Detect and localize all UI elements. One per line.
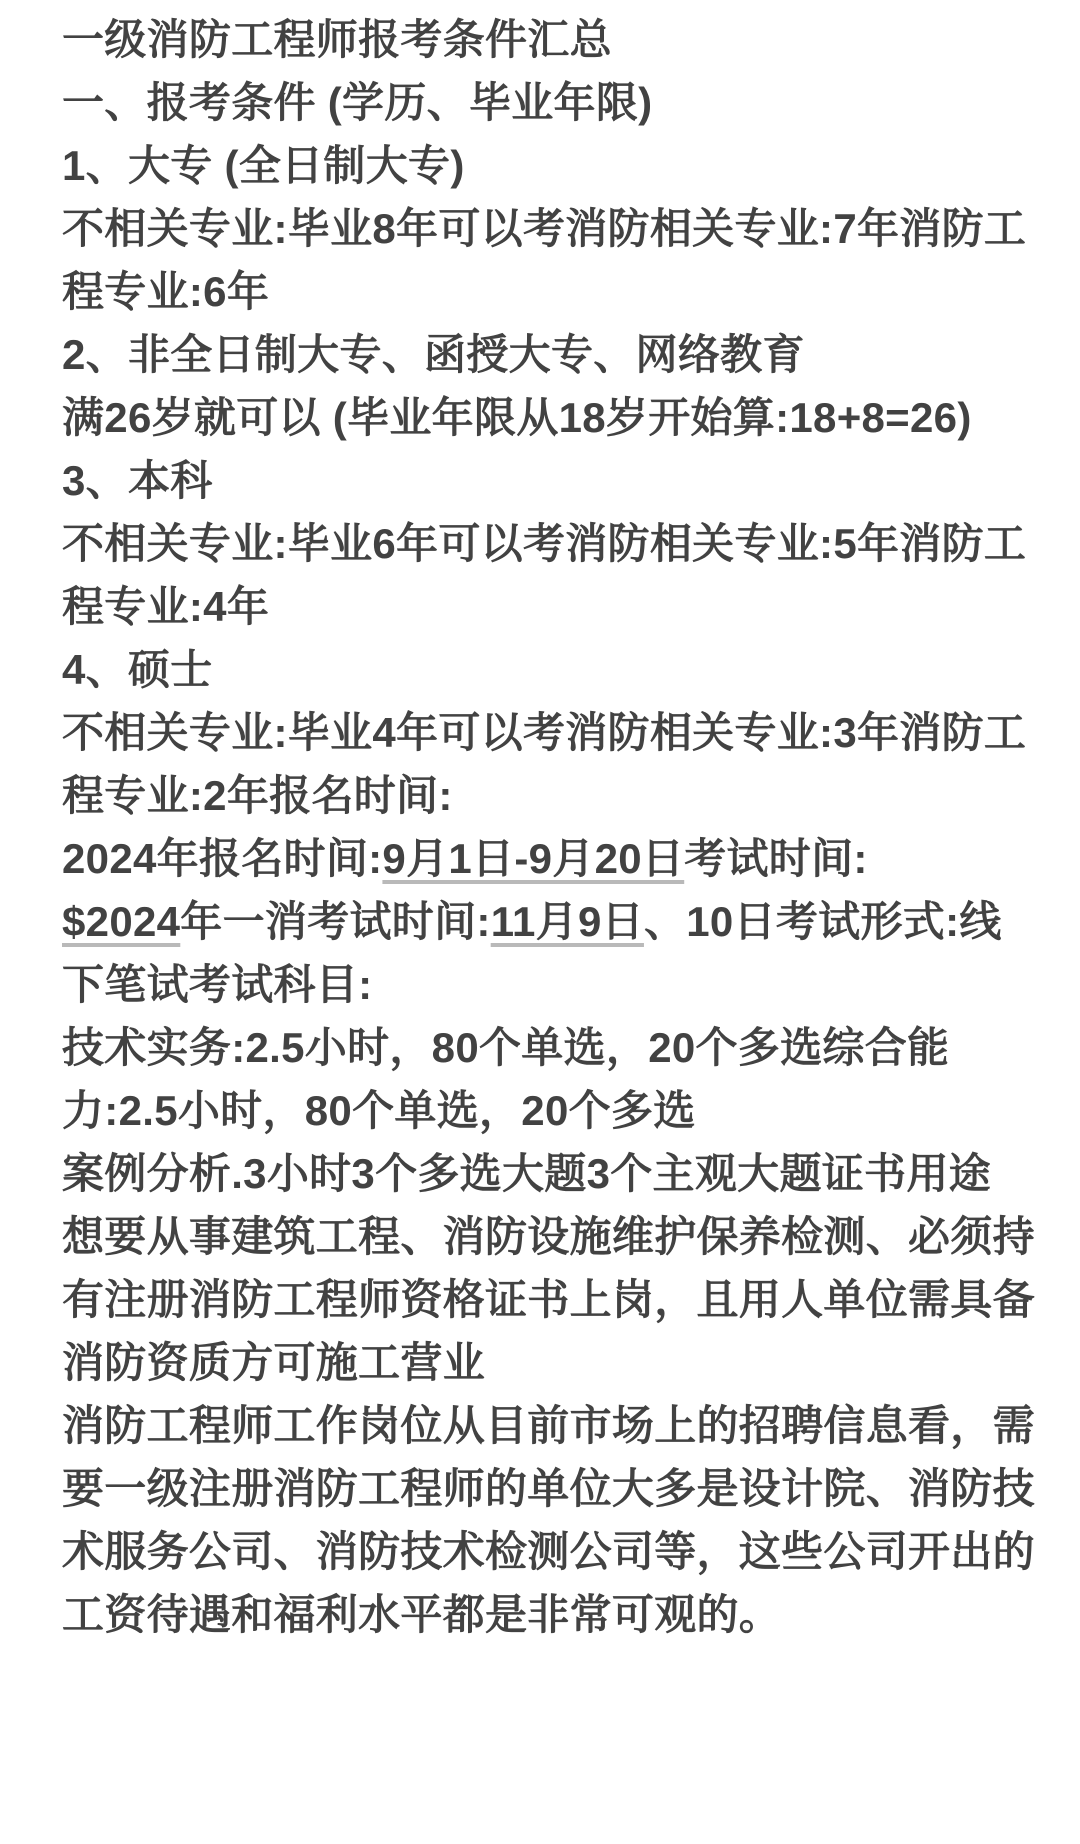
text-run: 年一消考试时间: [180, 898, 491, 945]
text-run: 程专业:4年 [62, 583, 270, 630]
text-line [62, 1394, 1035, 1457]
text-run: 2024年报名时间: [62, 835, 383, 882]
text-line [62, 197, 1027, 260]
text-run: 、10日考试形式:线 [643, 898, 1002, 945]
text-line [62, 953, 1022, 1016]
text-line [62, 512, 1027, 575]
text-run: 要一级注册消防工程师的单位大多是设计院、消防技 [62, 1465, 1035, 1512]
text-run: 技术实务:2.5小时，80个单选，20个多选综合能 [62, 1024, 950, 1071]
text-line [62, 1268, 1035, 1331]
underlined-text: 9月1日-9月20日 [382, 835, 685, 882]
text-run: 不相关专业:毕业6年可以考消防相关专业:5年消防工 [62, 520, 1027, 567]
text-line [62, 1016, 1022, 1079]
text-run: 一级消防工程师报考条件汇总 [62, 16, 612, 63]
text-line [62, 134, 1022, 197]
text-line [62, 827, 1022, 890]
text-run: 考试时间: [684, 835, 868, 882]
text-run: 1、大专 (全日制大专) [62, 142, 465, 189]
text-run: 满26岁就可以 (毕业年限从18岁开始算:18+8=26) [62, 394, 972, 441]
text-run: 4、硕士 [62, 646, 213, 693]
text-run: 工资待遇和福利水平都是非常可观的。 [62, 1591, 782, 1638]
text-line [62, 701, 1027, 764]
text-line [62, 1205, 1035, 1268]
text-run: 3、本科 [62, 457, 213, 504]
text-line [62, 449, 1022, 512]
text-line [62, 1583, 1022, 1646]
text-run: 力:2.5小时，80个单选，20个多选 [62, 1087, 696, 1134]
text-line [62, 1457, 1035, 1520]
text-run: 不相关专业:毕业4年可以考消防相关专业:3年消防工 [62, 709, 1027, 756]
text-line [62, 1520, 1035, 1583]
text-run: 消防资质方可施工营业 [62, 1339, 486, 1386]
text-line [62, 638, 1022, 701]
text-run: 不相关专业:毕业8年可以考消防相关专业:7年消防工 [62, 205, 1027, 252]
text-run: 程专业:6年 [62, 268, 270, 315]
text-line [62, 323, 1022, 386]
text-run: 2、非全日制大专、函授大专、网络教育 [62, 331, 805, 378]
text-line [62, 1142, 1022, 1205]
text-run: 程专业:2年报名时间: [62, 772, 453, 819]
underlined-text: 11月9日 [490, 898, 644, 945]
text-line [62, 1331, 1022, 1394]
text-run: 一、报考条件 (学历、毕业年限) [62, 79, 653, 126]
text-line [62, 260, 1022, 323]
text-run: 下笔试考试科目: [62, 961, 373, 1008]
text-line [62, 890, 1022, 953]
text-line [62, 386, 1022, 449]
text-line [62, 575, 1022, 638]
text-run: 案例分析.3小时3个多选大题3个主观大题证书用途 [62, 1150, 991, 1197]
document-body [62, 8, 1035, 1646]
text-line [62, 71, 1022, 134]
text-line [62, 764, 1022, 827]
text-run: 想要从事建筑工程、消防设施维护保养检测、必须持 [62, 1213, 1035, 1260]
text-run: 有注册消防工程师资格证书上岗，且用人单位需具备 [62, 1276, 1035, 1323]
text-line [62, 1079, 1022, 1142]
page-title [62, 8, 1022, 71]
underlined-text: $2024 [62, 898, 181, 945]
text-run: 消防工程师工作岗位从目前市场上的招聘信息看，需 [62, 1402, 1035, 1449]
text-run: 术服务公司、消防技术检测公司等，这些公司开出的 [62, 1528, 1035, 1575]
